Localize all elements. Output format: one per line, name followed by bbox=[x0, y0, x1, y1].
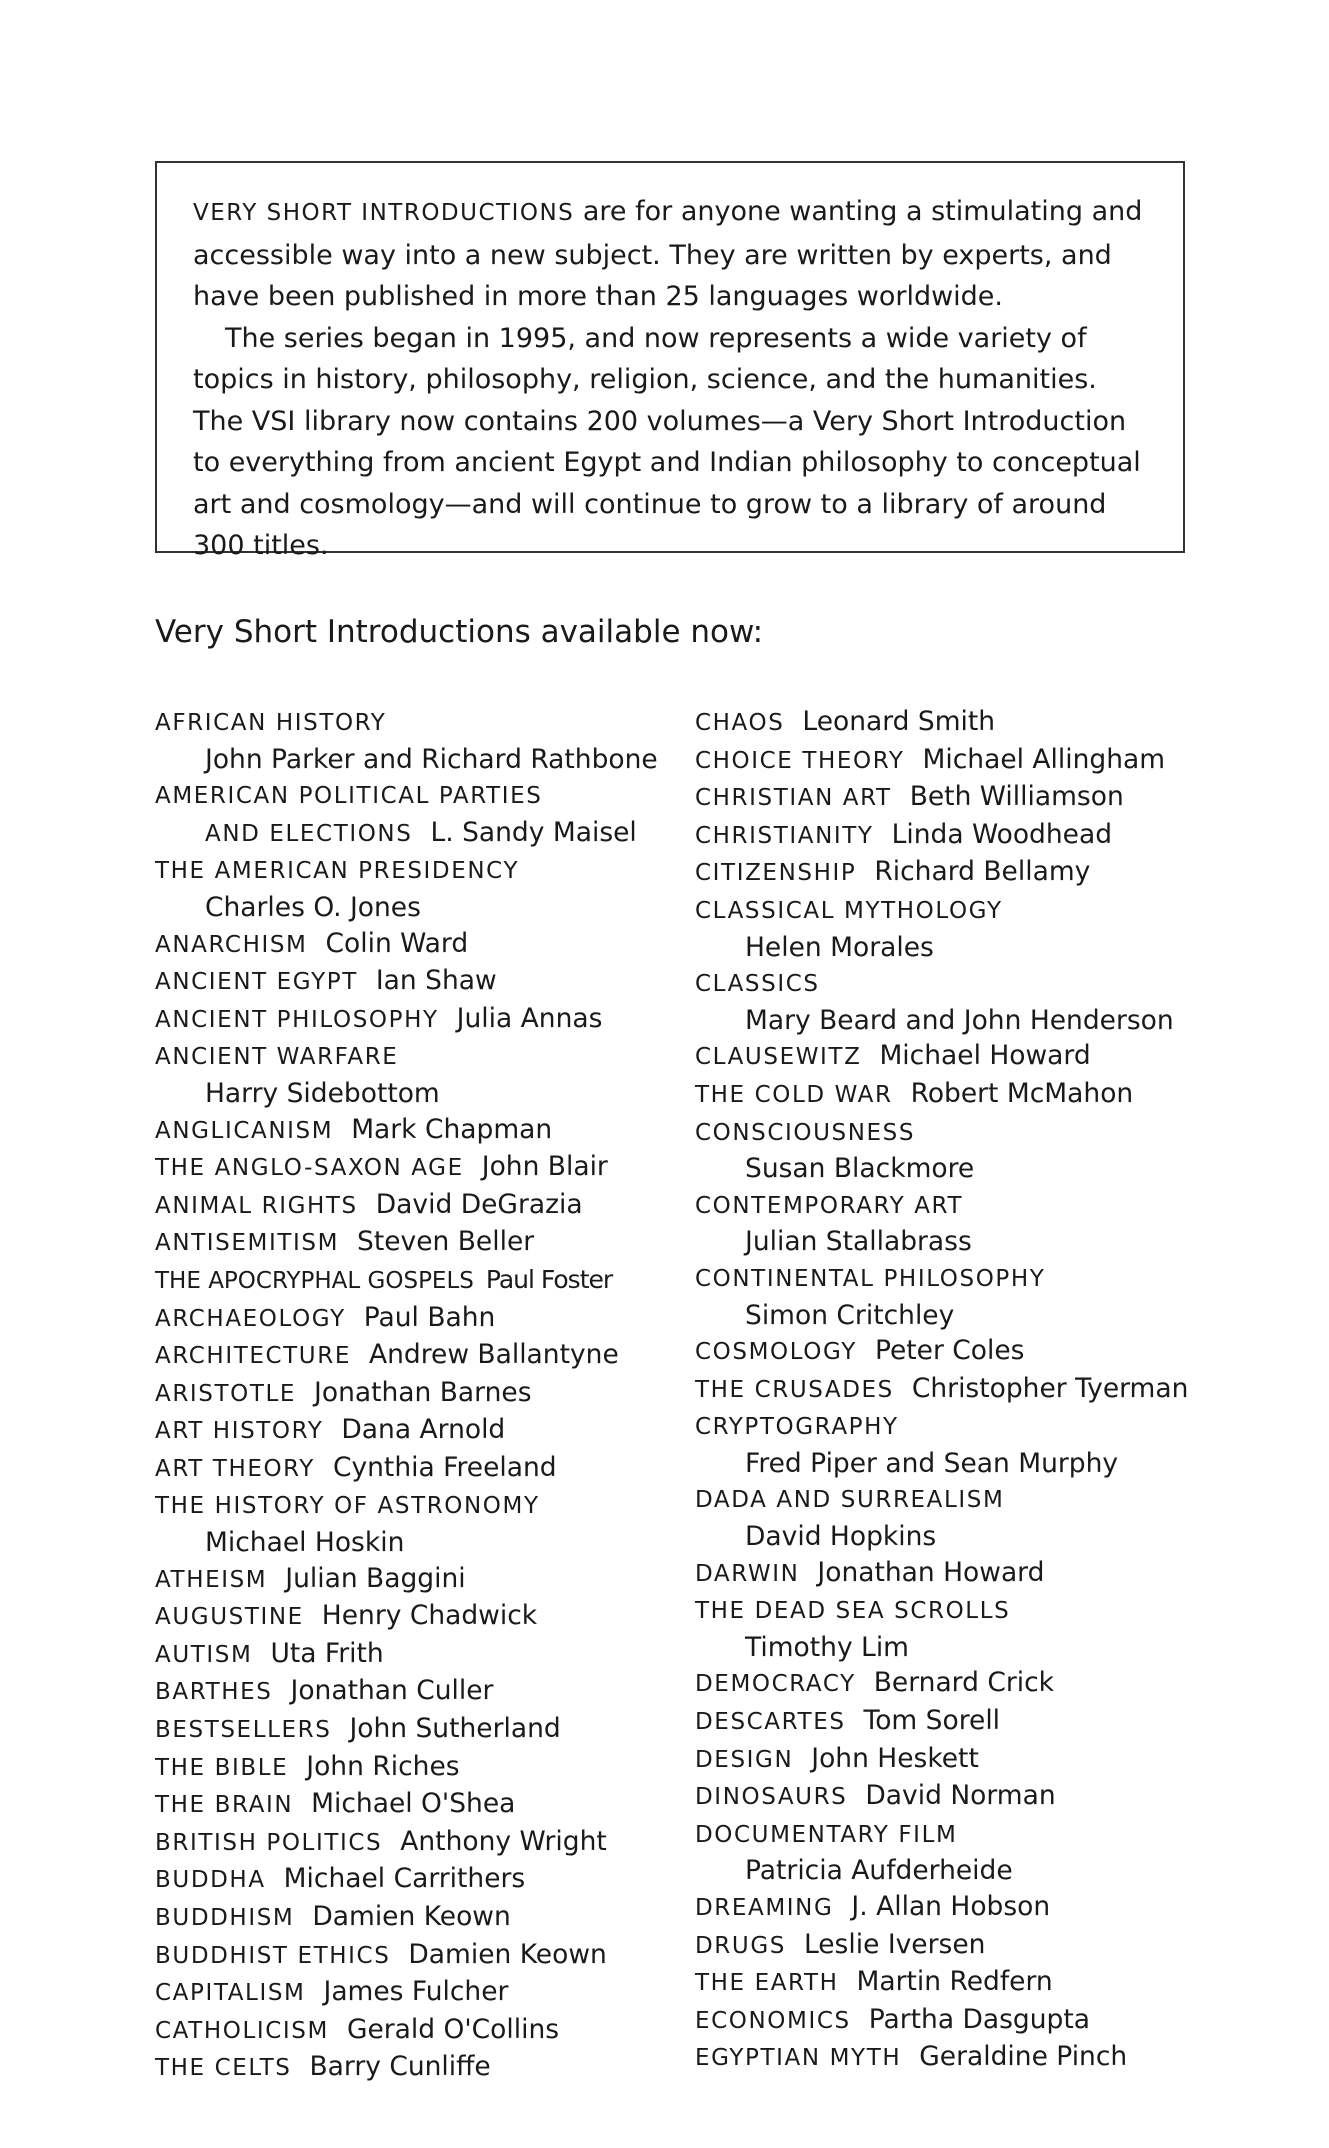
title-topic: CHRISTIANITY bbox=[695, 822, 874, 849]
title-entry bbox=[155, 1561, 685, 1599]
title-topic: BUDDHIST ETHICS bbox=[155, 1942, 391, 1969]
title-topic: CRYPTOGRAPHY bbox=[695, 1414, 899, 1441]
title-topic: CONSCIOUSNESS bbox=[695, 1119, 916, 1146]
title-topic: THE DEAD SEA SCROLLS bbox=[695, 1598, 1011, 1625]
title-author: Jonathan Barnes bbox=[314, 1376, 532, 1408]
title-author: Geraldine Pinch bbox=[919, 2041, 1128, 2073]
title-entry bbox=[695, 1889, 1225, 1927]
title-entry bbox=[695, 1260, 1225, 1333]
title-topic: THE HISTORY OF ASTRONOMY bbox=[155, 1493, 540, 1520]
title-author: Partha Dasgupta bbox=[868, 2003, 1090, 2035]
title-entry bbox=[155, 1337, 685, 1375]
title-entry bbox=[155, 1300, 685, 1338]
title-topic: THE EARTH bbox=[695, 1970, 839, 1997]
title-topic: ATHEISM bbox=[155, 1566, 268, 1593]
title-author: Henry Chadwick bbox=[321, 1600, 538, 1632]
title-entry bbox=[155, 1450, 685, 1488]
title-entry bbox=[695, 1592, 1225, 1665]
title-topic: THE CELTS bbox=[155, 2055, 292, 2082]
title-topic: THE AMERICAN PRESIDENCY bbox=[155, 858, 520, 885]
title-entry bbox=[695, 1038, 1225, 1076]
title-entry bbox=[695, 1371, 1225, 1409]
title-author: Julian Baggini bbox=[285, 1562, 466, 1594]
title-author: David Norman bbox=[865, 1780, 1056, 1812]
title-list-left-column bbox=[155, 704, 685, 2087]
title-author: Leslie Iversen bbox=[803, 1928, 986, 1960]
title-entry bbox=[155, 1149, 685, 1187]
title-topic: ARCHAEOLOGY bbox=[155, 1305, 346, 1332]
title-author: Uta Frith bbox=[270, 1637, 384, 1669]
title-entry bbox=[155, 1038, 685, 1111]
title-author: John Riches bbox=[306, 1750, 460, 1782]
title-entry bbox=[155, 1749, 685, 1787]
title-author: Damien Keown bbox=[312, 1901, 511, 1932]
title-author: Michael Hoskin bbox=[205, 1527, 405, 1559]
series-intro-box bbox=[155, 161, 1185, 561]
title-author: Gerald O'Collins bbox=[346, 2013, 560, 2045]
title-topic: THE BRAIN bbox=[155, 1792, 294, 1819]
title-author: Andrew Ballantyne bbox=[368, 1339, 619, 1371]
title-author: David DeGrazia bbox=[375, 1188, 583, 1220]
series-name: VERY SHORT INTRODUCTIONS bbox=[193, 200, 575, 226]
title-topic: DREAMING bbox=[695, 1895, 834, 1921]
title-author: James Fulcher bbox=[323, 1976, 509, 2008]
title-topic: CATHOLICISM bbox=[155, 2017, 329, 2044]
title-entry bbox=[695, 742, 1225, 780]
title-author: Mark Chapman bbox=[351, 1113, 553, 1145]
title-topic: DARWIN bbox=[695, 1560, 800, 1587]
title-entry bbox=[155, 1112, 685, 1150]
title-topic: CHRISTIAN ART bbox=[695, 785, 892, 812]
title-entry bbox=[155, 1001, 685, 1039]
title-author: Christopher Tyerman bbox=[911, 1372, 1189, 1404]
title-topic: ANIMAL RIGHTS bbox=[155, 1192, 358, 1219]
title-entry bbox=[695, 1555, 1225, 1593]
title-author: Leonard Smith bbox=[802, 706, 996, 737]
title-topic: ANARCHISM bbox=[155, 931, 308, 958]
list-heading: Very Short Introductions available now: bbox=[155, 614, 764, 650]
title-topic: CAPITALISM bbox=[155, 1980, 306, 2007]
title-entry bbox=[695, 817, 1225, 855]
title-entry bbox=[695, 1778, 1225, 1816]
title-topic: BRITISH POLITICS bbox=[155, 1829, 383, 1856]
title-entry bbox=[155, 1487, 685, 1560]
title-entry bbox=[695, 779, 1225, 817]
title-topic: BUDDHA bbox=[155, 1867, 266, 1894]
title-author: Patricia Aufderheide bbox=[745, 1855, 1013, 1887]
title-entry bbox=[155, 815, 685, 853]
title-author: Helen Morales bbox=[745, 931, 934, 963]
title-topic: CLASSICAL MYTHOLOGY bbox=[695, 897, 1003, 924]
title-topic: COSMOLOGY bbox=[695, 1339, 857, 1366]
title-topic: THE COLD WAR bbox=[695, 1081, 893, 1108]
title-topic: THE CRUSADES bbox=[695, 1376, 894, 1403]
title-author: Julian Stallabrass bbox=[745, 1226, 972, 1258]
title-author: Dana Arnold bbox=[341, 1414, 506, 1446]
title-topic: THE ANGLO-SAXON AGE bbox=[155, 1155, 464, 1182]
title-author: Michael Allingham bbox=[922, 743, 1166, 775]
title-topic: ECONOMICS bbox=[695, 2007, 851, 2034]
title-topic: ANCIENT PHILOSOPHY bbox=[155, 1006, 439, 1033]
title-author: Robert McMahon bbox=[910, 1077, 1134, 1109]
intro-paragraph-2: The series began in 1995, and now represents a wide variety of topics in history, philosophy, religion, science, and the humanities. The VSI library now contains 200 volumes—a Very Short Introduction to everything from ancient Egypt and Indian philosophy to conceptual art and cosmology—and will continue to grow to a library of around 300 titles. bbox=[193, 322, 1141, 561]
title-entry bbox=[695, 1964, 1225, 2002]
title-topic: EGYPTIAN MYTH bbox=[695, 2045, 902, 2072]
title-author: Michael Howard bbox=[879, 1040, 1091, 1072]
title-entry bbox=[155, 1224, 685, 1262]
title-entry bbox=[155, 1899, 685, 1937]
title-author: Bernard Crick bbox=[873, 1667, 1055, 1699]
title-author: Anthony Wright bbox=[400, 1825, 607, 1857]
title-topic: CHOICE THEORY bbox=[695, 747, 905, 774]
title-author: Simon Critchley bbox=[745, 1299, 955, 1331]
title-topic: DOCUMENTARY FILM bbox=[695, 1821, 958, 1848]
title-entry bbox=[695, 1076, 1225, 1114]
title-entry bbox=[695, 1816, 1225, 1889]
title-entry bbox=[155, 1824, 685, 1862]
title-author: Ian Shaw bbox=[375, 965, 497, 997]
title-topic: THE APOCRYPHAL GOSPELS bbox=[155, 1267, 474, 1294]
title-entry bbox=[155, 1673, 685, 1711]
title-entry bbox=[695, 1665, 1225, 1703]
title-author: Linda Woodhead bbox=[891, 818, 1113, 850]
title-topic: DESCARTES bbox=[695, 1709, 846, 1736]
title-entry bbox=[155, 926, 685, 964]
title-author: Colin Ward bbox=[325, 927, 469, 959]
title-author: David Hopkins bbox=[745, 1521, 937, 1553]
title-topic: ANGLICANISM bbox=[155, 1117, 334, 1144]
title-author: Barry Cunliffe bbox=[309, 2051, 491, 2083]
title-entry bbox=[695, 2039, 1225, 2077]
title-author: Charles O. Jones bbox=[205, 891, 421, 923]
title-entry bbox=[155, 963, 685, 1001]
title-author: J. Allan Hobson bbox=[851, 1891, 1051, 1922]
title-topic: BARTHES bbox=[155, 1679, 273, 1706]
title-entry bbox=[695, 1333, 1225, 1371]
title-entry bbox=[155, 1375, 685, 1413]
title-author: Harry Sidebottom bbox=[205, 1077, 440, 1109]
title-topic: CITIZENSHIP bbox=[695, 860, 857, 887]
title-topic: ARISTOTLE bbox=[155, 1380, 297, 1407]
title-author: Peter Coles bbox=[874, 1335, 1025, 1367]
title-entry bbox=[695, 1741, 1225, 1779]
title-entry bbox=[695, 1481, 1225, 1554]
title-entry bbox=[155, 1937, 685, 1975]
title-entry bbox=[155, 1412, 685, 1450]
title-author: Tom Sorell bbox=[863, 1705, 1001, 1737]
title-author: Timothy Lim bbox=[745, 1631, 909, 1663]
title-author: Martin Redfern bbox=[856, 1966, 1053, 1998]
title-entry bbox=[695, 1187, 1225, 1260]
title-entry bbox=[695, 2002, 1225, 2040]
title-entry bbox=[155, 704, 685, 777]
title-author: Richard Bellamy bbox=[874, 856, 1091, 888]
title-entry bbox=[155, 1974, 685, 2012]
title-entry bbox=[695, 1927, 1225, 1965]
title-author: Jonathan Howard bbox=[817, 1556, 1045, 1588]
title-entry bbox=[695, 1114, 1225, 1187]
title-entry bbox=[695, 1703, 1225, 1741]
title-topic: CONTEMPORARY ART bbox=[695, 1192, 964, 1219]
title-topic: DADA AND SURREALISM bbox=[695, 1487, 1005, 1514]
title-entry bbox=[155, 2012, 685, 2050]
title-topic: AND ELECTIONS bbox=[205, 820, 413, 847]
title-entry bbox=[155, 1711, 685, 1749]
title-author: Fred Piper and Sean Murphy bbox=[745, 1447, 1119, 1479]
title-topic: ANCIENT EGYPT bbox=[155, 969, 358, 996]
title-author: John Blair bbox=[481, 1151, 608, 1183]
title-entry bbox=[155, 2049, 685, 2087]
title-topic: CLAUSEWITZ bbox=[695, 1044, 862, 1071]
title-entry bbox=[155, 1636, 685, 1674]
title-entry bbox=[695, 854, 1225, 892]
title-author: Cynthia Freeland bbox=[332, 1451, 557, 1483]
title-author: Susan Blackmore bbox=[745, 1153, 975, 1185]
title-author: Beth Williamson bbox=[909, 781, 1124, 813]
title-entry bbox=[155, 1598, 685, 1636]
title-author: John Sutherland bbox=[349, 1713, 561, 1745]
title-author: Damien Keown bbox=[408, 1938, 607, 1970]
title-entry bbox=[155, 777, 685, 815]
title-entry bbox=[695, 965, 1225, 1038]
title-topic: DESIGN bbox=[695, 1746, 794, 1773]
title-topic: ANCIENT WARFARE bbox=[155, 1044, 399, 1071]
title-author: John Heskett bbox=[811, 1742, 979, 1774]
title-author: Paul Bahn bbox=[363, 1301, 496, 1333]
title-entry bbox=[155, 1187, 685, 1225]
title-topic: THE BIBLE bbox=[155, 1754, 289, 1781]
title-author: John Parker and Richard Rathbone bbox=[205, 743, 658, 775]
title-author: Michael Carrithers bbox=[283, 1863, 526, 1895]
title-author: Julia Annas bbox=[456, 1002, 603, 1034]
title-topic: BUDDHISM bbox=[155, 1905, 295, 1931]
title-author: Steven Beller bbox=[357, 1226, 535, 1258]
title-author: L. Sandy Maisel bbox=[430, 816, 637, 848]
title-author: Mary Beard and John Henderson bbox=[745, 1004, 1174, 1036]
title-topic: AFRICAN HISTORY bbox=[155, 710, 387, 736]
title-topic: CONTINENTAL PHILOSOPHY bbox=[695, 1265, 1046, 1292]
title-author: Paul Foster bbox=[485, 1264, 613, 1294]
title-topic: BESTSELLERS bbox=[155, 1717, 332, 1744]
title-topic: DRUGS bbox=[695, 1932, 786, 1959]
title-topic: DEMOCRACY bbox=[695, 1671, 856, 1698]
title-entry bbox=[155, 1786, 685, 1824]
title-topic: AMERICAN POLITICAL PARTIES bbox=[155, 783, 543, 810]
title-author: Jonathan Culler bbox=[290, 1675, 494, 1707]
intro-paragraph-1-text: are for anyone wanting a stimulating and accessible way into a new subject. They are written by experts, and have been published in more than 25 languages worldwide. bbox=[193, 196, 1143, 312]
title-entry bbox=[155, 1861, 685, 1899]
title-topic: ARCHITECTURE bbox=[155, 1343, 351, 1370]
title-topic: ANTISEMITISM bbox=[155, 1230, 340, 1257]
title-topic: ART THEORY bbox=[155, 1455, 315, 1482]
title-list-right-column bbox=[695, 704, 1225, 2077]
title-topic: AUTISM bbox=[155, 1641, 253, 1668]
intro-paragraph-1 bbox=[193, 191, 1149, 318]
title-entry bbox=[695, 704, 1225, 742]
title-entry bbox=[695, 1408, 1225, 1481]
title-topic: CLASSICS bbox=[695, 971, 820, 998]
title-topic: AUGUSTINE bbox=[155, 1604, 304, 1631]
title-entry bbox=[695, 892, 1225, 965]
title-entry bbox=[155, 1262, 685, 1300]
title-topic: DINOSAURS bbox=[695, 1784, 848, 1811]
title-topic: CHAOS bbox=[695, 710, 785, 736]
title-topic: ART HISTORY bbox=[155, 1418, 324, 1445]
title-entry bbox=[155, 852, 685, 925]
title-author: Michael O'Shea bbox=[311, 1788, 516, 1820]
